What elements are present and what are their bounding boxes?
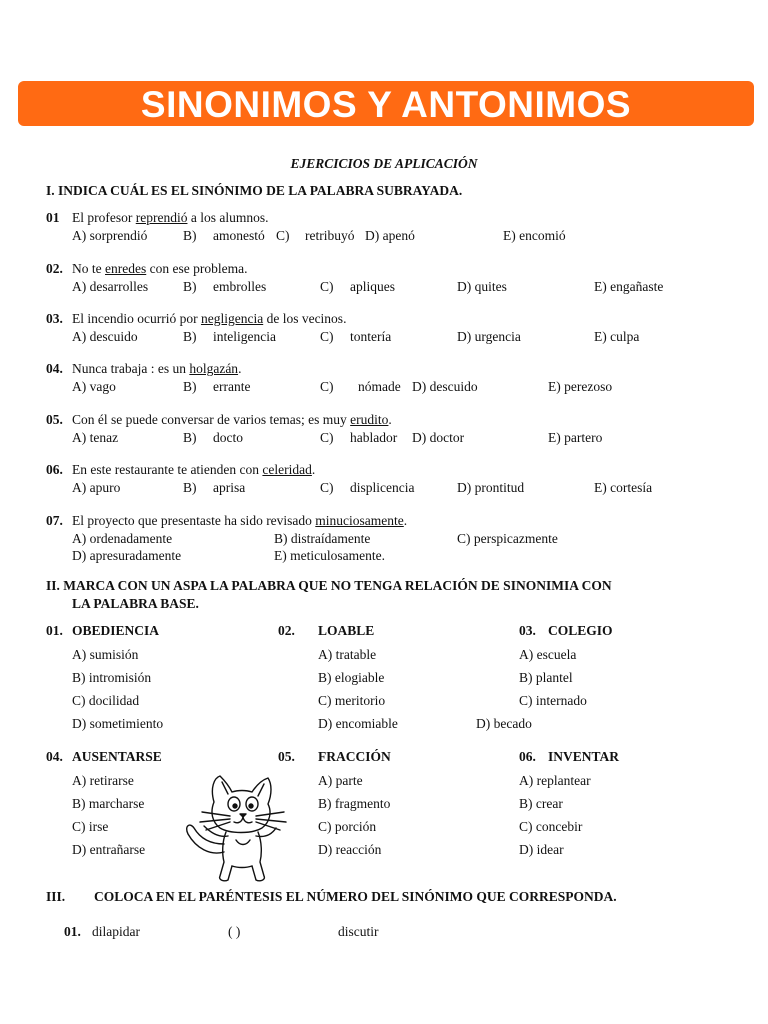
underlined-word: enredes bbox=[105, 261, 147, 276]
question-text-after: a los alumnos. bbox=[187, 210, 269, 225]
answer-option[interactable]: B) bbox=[183, 329, 197, 344]
option-item[interactable]: B) fragmento bbox=[318, 796, 391, 811]
question-text-before: Con él se puede conversar de varios temas; es muy bbox=[72, 412, 351, 427]
option-item[interactable]: D) becado bbox=[476, 716, 532, 731]
section-2-heading-line1: II. MARCA CON UN ASPA LA PALABRA QUE NO TENGA RELACIÓN DE SINONIMIA CON bbox=[46, 578, 612, 593]
underlined-word: erudito bbox=[350, 412, 389, 427]
answer-option[interactable]: B) bbox=[183, 480, 197, 495]
question-text-after: con ese problema. bbox=[146, 261, 248, 276]
answer-option[interactable]: D) descuido bbox=[412, 379, 478, 394]
answer-option[interactable]: C) bbox=[320, 430, 334, 445]
base-word: OBEDIENCIA bbox=[72, 623, 160, 638]
answer-option[interactable]: C) bbox=[320, 329, 334, 344]
answer-option[interactable]: A) apuro bbox=[72, 480, 121, 495]
option-item[interactable]: A) tratable bbox=[318, 647, 377, 662]
question-text-after: . bbox=[238, 361, 242, 376]
answer-option[interactable]: displicencia bbox=[350, 480, 415, 495]
answer-option[interactable]: E) cortesía bbox=[594, 480, 653, 495]
group-number: 04. bbox=[46, 749, 63, 764]
answer-option[interactable]: D) apresuradamente bbox=[72, 548, 182, 563]
answer-option[interactable]: C) bbox=[320, 279, 334, 294]
option-item[interactable]: C) docilidad bbox=[72, 693, 140, 708]
option-item[interactable]: D) idear bbox=[519, 842, 564, 857]
option-item[interactable]: A) sumisión bbox=[72, 647, 139, 662]
answer-option[interactable]: B) bbox=[183, 279, 197, 294]
question-text-after: de los vecinos. bbox=[263, 311, 347, 326]
question-number: 06. bbox=[46, 462, 63, 477]
answer-option[interactable]: errante bbox=[213, 379, 251, 394]
answer-option[interactable]: D) quites bbox=[457, 279, 507, 294]
question-sentence bbox=[72, 210, 268, 226]
option-item[interactable]: B) crear bbox=[519, 796, 563, 811]
group-number: 01. bbox=[46, 623, 63, 638]
answer-option[interactable]: docto bbox=[213, 430, 243, 445]
section-3-item-synonym: discutir bbox=[338, 924, 379, 939]
answer-option[interactable]: A) vago bbox=[72, 379, 116, 394]
base-word: AUSENTARSE bbox=[72, 749, 162, 764]
answer-option[interactable]: A) ordenadamente bbox=[72, 531, 173, 546]
option-item[interactable]: B) plantel bbox=[519, 670, 573, 685]
subtitle: EJERCICIOS DE APLICACIÓN bbox=[290, 156, 478, 171]
answer-option[interactable]: E) encomió bbox=[503, 228, 566, 243]
answer-option[interactable]: hablador bbox=[350, 430, 398, 445]
answer-option[interactable]: C) bbox=[320, 379, 334, 394]
answer-option[interactable]: D) doctor bbox=[412, 430, 465, 445]
answer-option[interactable]: amonestó bbox=[213, 228, 265, 243]
answer-option[interactable]: D) urgencia bbox=[457, 329, 521, 344]
question-text-before: El proyecto que presentaste ha sido revisado bbox=[72, 513, 316, 528]
answer-option[interactable]: inteligencia bbox=[213, 329, 276, 344]
answer-option[interactable]: A) tenaz bbox=[72, 430, 119, 445]
question-number: 02. bbox=[46, 261, 63, 276]
answer-option[interactable]: B) bbox=[183, 228, 197, 243]
answer-option[interactable]: C) bbox=[320, 480, 334, 495]
question-text-before: Nunca trabaja : es un bbox=[72, 361, 190, 376]
answer-option[interactable]: E) engañaste bbox=[594, 279, 664, 294]
question-sentence bbox=[72, 311, 346, 327]
answer-option[interactable]: B) bbox=[183, 379, 197, 394]
answer-option[interactable]: D) apenó bbox=[365, 228, 415, 243]
option-item[interactable]: C) meritorio bbox=[318, 693, 386, 708]
question-number: 07. bbox=[46, 513, 63, 528]
question-text-before: No te bbox=[72, 261, 105, 276]
option-item[interactable]: B) marcharse bbox=[72, 796, 145, 811]
group-number: 03. bbox=[519, 623, 536, 638]
question-number: 03. bbox=[46, 311, 63, 326]
option-item[interactable]: D) entrañarse bbox=[72, 842, 146, 857]
title-banner bbox=[18, 81, 754, 126]
question-sentence bbox=[72, 462, 315, 478]
answer-option[interactable]: A) desarrolles bbox=[72, 279, 149, 294]
answer-option[interactable]: E) partero bbox=[548, 430, 603, 445]
answer-option[interactable]: E) meticulosamente. bbox=[274, 548, 385, 563]
underlined-word: holgazán bbox=[189, 361, 239, 376]
base-word: COLEGIO bbox=[548, 623, 613, 638]
underlined-word: celeridad bbox=[262, 462, 312, 477]
option-item[interactable]: C) concebir bbox=[519, 819, 583, 834]
underlined-word: negligencia bbox=[200, 311, 264, 326]
base-word: LOABLE bbox=[318, 623, 375, 638]
question-text-after: . bbox=[388, 412, 392, 427]
page-title: SINONIMOS Y ANTONIMOS bbox=[140, 84, 632, 125]
option-item[interactable]: D) sometimiento bbox=[72, 716, 164, 731]
question-text-after: . bbox=[403, 513, 408, 528]
option-item[interactable]: D) reacción bbox=[318, 842, 382, 857]
option-item[interactable]: C) porción bbox=[318, 819, 377, 834]
option-item[interactable]: A) retirarse bbox=[72, 773, 134, 788]
group-number: 02. bbox=[278, 623, 295, 638]
answer-option[interactable]: D) prontitud bbox=[457, 480, 525, 495]
answer-option[interactable]: C) perspicazmente bbox=[457, 531, 558, 546]
answer-option[interactable]: A) sorprendió bbox=[72, 228, 148, 243]
answer-option[interactable]: aprisa bbox=[213, 480, 246, 495]
section-3-number: III. bbox=[46, 889, 66, 904]
question-text-before: El profesor bbox=[72, 210, 136, 225]
option-item[interactable]: C) internado bbox=[519, 693, 587, 708]
question-sentence bbox=[72, 361, 241, 377]
question-text-before: En este restaurante te atienden con bbox=[72, 462, 263, 477]
answer-option[interactable]: apliques bbox=[350, 279, 395, 294]
question-sentence bbox=[72, 261, 247, 277]
section-3-item-number: 01. bbox=[64, 924, 81, 939]
option-item[interactable]: B) elogiable bbox=[318, 670, 385, 685]
base-word: FRACCIÓN bbox=[318, 749, 391, 764]
answer-option[interactable]: B) bbox=[183, 430, 197, 445]
question-number: 01 bbox=[46, 210, 60, 225]
question-number: 05. bbox=[46, 412, 63, 427]
section-3-heading: COLOCA EN EL PARÉNTESIS EL NÚMERO DEL SINÓNIMO QUE CORRESPONDA. bbox=[94, 889, 617, 904]
section-3-item-word: dilapidar bbox=[92, 924, 140, 939]
answer-option[interactable]: nómade bbox=[358, 379, 401, 394]
section-1-heading: I. INDICA CUÁL ES EL SINÓNIMO DE LA PALABRA SUBRAYADA. bbox=[46, 183, 463, 198]
answer-option[interactable]: E) perezoso bbox=[548, 379, 613, 394]
answer-option[interactable]: embrolles bbox=[213, 279, 267, 294]
group-number: 06. bbox=[519, 749, 536, 764]
base-word: INVENTAR bbox=[548, 749, 620, 764]
option-item[interactable]: A) parte bbox=[318, 773, 363, 788]
answer-option[interactable]: retribuyó bbox=[305, 228, 355, 243]
underlined-word: reprendió bbox=[135, 210, 188, 225]
option-item[interactable]: B) intromisión bbox=[72, 670, 152, 685]
question-sentence bbox=[72, 412, 392, 428]
answer-option[interactable]: A) descuido bbox=[72, 329, 138, 344]
question-text-before: El incendio ocurrió por bbox=[72, 311, 201, 326]
option-item[interactable]: D) encomiable bbox=[318, 716, 398, 731]
underlined-word: minuciosamente bbox=[315, 513, 404, 528]
answer-option[interactable]: tontería bbox=[350, 329, 392, 344]
answer-option[interactable]: E) culpa bbox=[594, 329, 640, 344]
question-sentence bbox=[72, 513, 407, 529]
option-item[interactable]: C) irse bbox=[72, 819, 109, 834]
question-number: 04. bbox=[46, 361, 63, 376]
section-2-heading-line2: LA PALABRA BASE. bbox=[72, 596, 199, 611]
cartoon-cat-icon bbox=[180, 772, 290, 884]
question-text-after: . bbox=[311, 462, 316, 477]
answer-parenthesis[interactable]: ( ) bbox=[228, 924, 241, 939]
answer-option[interactable]: C) bbox=[276, 228, 290, 243]
group-number: 05. bbox=[278, 749, 295, 764]
option-item[interactable]: A) replantear bbox=[519, 773, 591, 788]
answer-option[interactable]: B) distraídamente bbox=[274, 531, 371, 546]
option-item[interactable]: A) escuela bbox=[519, 647, 577, 662]
